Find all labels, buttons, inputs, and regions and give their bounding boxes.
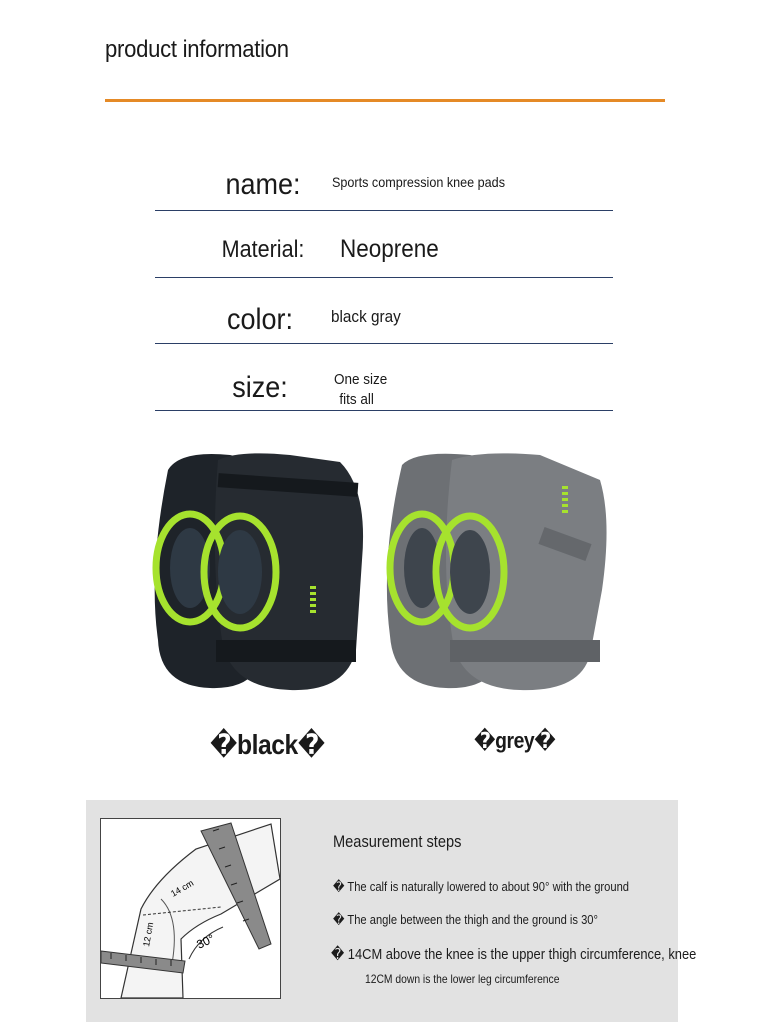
spec-material-value: Neoprene xyxy=(340,235,439,263)
diagram-label-upper: 14 cm xyxy=(169,877,196,899)
spec-size-value xyxy=(334,370,387,410)
measurement-step-3-continued: 12CM down is the lower leg circumference xyxy=(365,972,560,986)
measurement-step-3: � 14CM above the knee is the upper thigh circumference, knee xyxy=(331,946,697,963)
diagram-angle-label: 30° xyxy=(194,931,217,952)
spec-material-label: Material: xyxy=(221,236,305,263)
variant-black-caption: �black� xyxy=(210,729,325,760)
spec-color-value: black gray xyxy=(331,307,401,326)
spec-divider xyxy=(155,343,613,344)
spec-name-value: Sports compression knee pads xyxy=(332,174,505,190)
spec-size-line2: fits all xyxy=(339,391,374,408)
spec-divider xyxy=(155,210,613,211)
spec-size-label: size: xyxy=(232,371,288,404)
title-divider xyxy=(105,99,665,102)
diagram-label-lower: 12 cm xyxy=(141,921,156,948)
grey-knee-pad xyxy=(387,453,607,690)
measurement-step-2: � The angle between the thigh and the ground is 30° xyxy=(333,912,598,927)
leg-diagram-icon xyxy=(101,819,280,998)
measurement-step-1: � The calf is naturally lowered to about 90° with the ground xyxy=(333,879,630,894)
spec-size-line1: One size xyxy=(334,371,388,388)
measurement-diagram xyxy=(100,818,281,999)
spec-color-label: color: xyxy=(226,303,294,336)
variant-grey-caption: �grey� xyxy=(474,728,556,753)
spec-divider xyxy=(155,277,613,278)
measurement-title: Measurement steps xyxy=(333,832,462,851)
spec-divider xyxy=(155,410,613,411)
spec-name-label: name: xyxy=(225,168,301,201)
knee-pad-product-image xyxy=(140,450,630,700)
black-knee-pad xyxy=(155,453,363,690)
page-title: product information xyxy=(105,36,289,63)
